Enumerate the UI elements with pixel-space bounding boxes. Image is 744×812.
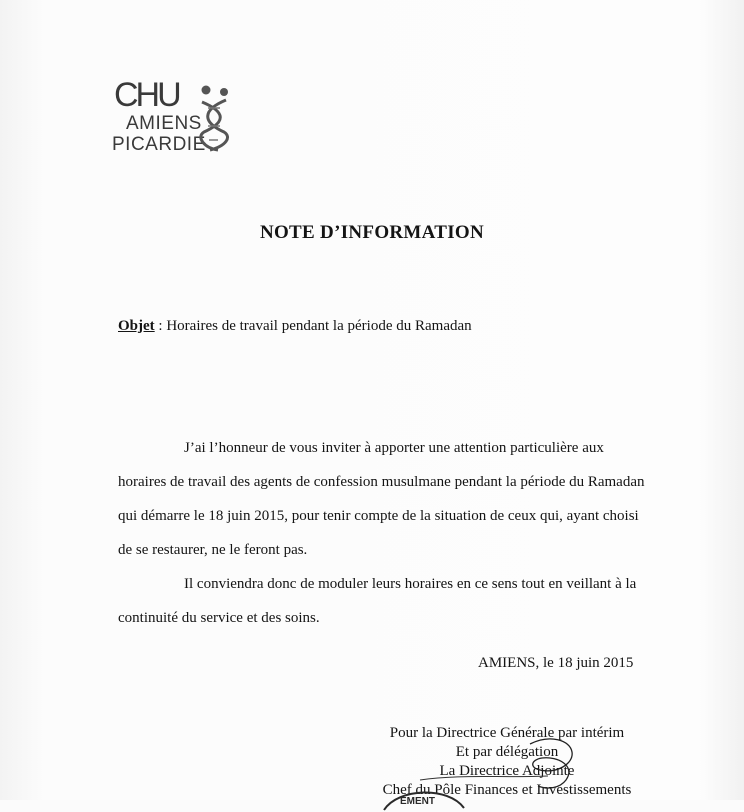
signature-line: Et par délégation xyxy=(455,744,559,760)
paragraph-1-line: qui démarre le 18 juin 2015, pour tenir compte de la situation de ceux qui, ayant choisi xyxy=(118,508,639,524)
chu-amiens-logo xyxy=(112,78,252,158)
signature-line: La Directrice Adjointe xyxy=(439,763,575,779)
logo-picardie-text: PICARDIE xyxy=(112,134,206,155)
paragraph-2-line: continuité du service et des soins. xyxy=(118,610,320,626)
logo-chu-text: CHU xyxy=(114,76,179,114)
paragraph-1 xyxy=(118,431,650,567)
stamp-text: EMENT xyxy=(400,796,435,807)
paragraph-1-line: J’ai l’honneur de vous inviter à apporter une attention particulière aux xyxy=(184,440,604,456)
document-title: NOTE D’INFORMATION xyxy=(259,222,485,243)
place-date: AMIENS, le 18 juin 2015 xyxy=(478,655,634,671)
paragraph-1-line: horaires de travail des agents de confession musulmane pendant la période du Ramadan xyxy=(118,474,645,490)
subject-text: : Horaires de travail pendant la période du Ramadan xyxy=(154,318,472,334)
subject-line xyxy=(118,318,472,335)
paragraph-2 xyxy=(118,567,650,635)
official-stamp xyxy=(378,782,468,812)
dna-helix-icon xyxy=(196,82,236,152)
signature-line: Pour la Directrice Générale par intérim xyxy=(389,725,625,741)
paragraph-2-line: Il conviendra donc de moduler leurs horaires en ce sens tout en veillant à la xyxy=(184,576,637,592)
logo-amiens-text: AMIENS xyxy=(126,113,202,134)
paragraph-1-line: de se restaurer, ne le feront pas. xyxy=(118,542,308,558)
signature-line: Chef du Pôle Finances et Investissements xyxy=(382,782,632,798)
subject-label: Objet xyxy=(118,318,155,334)
